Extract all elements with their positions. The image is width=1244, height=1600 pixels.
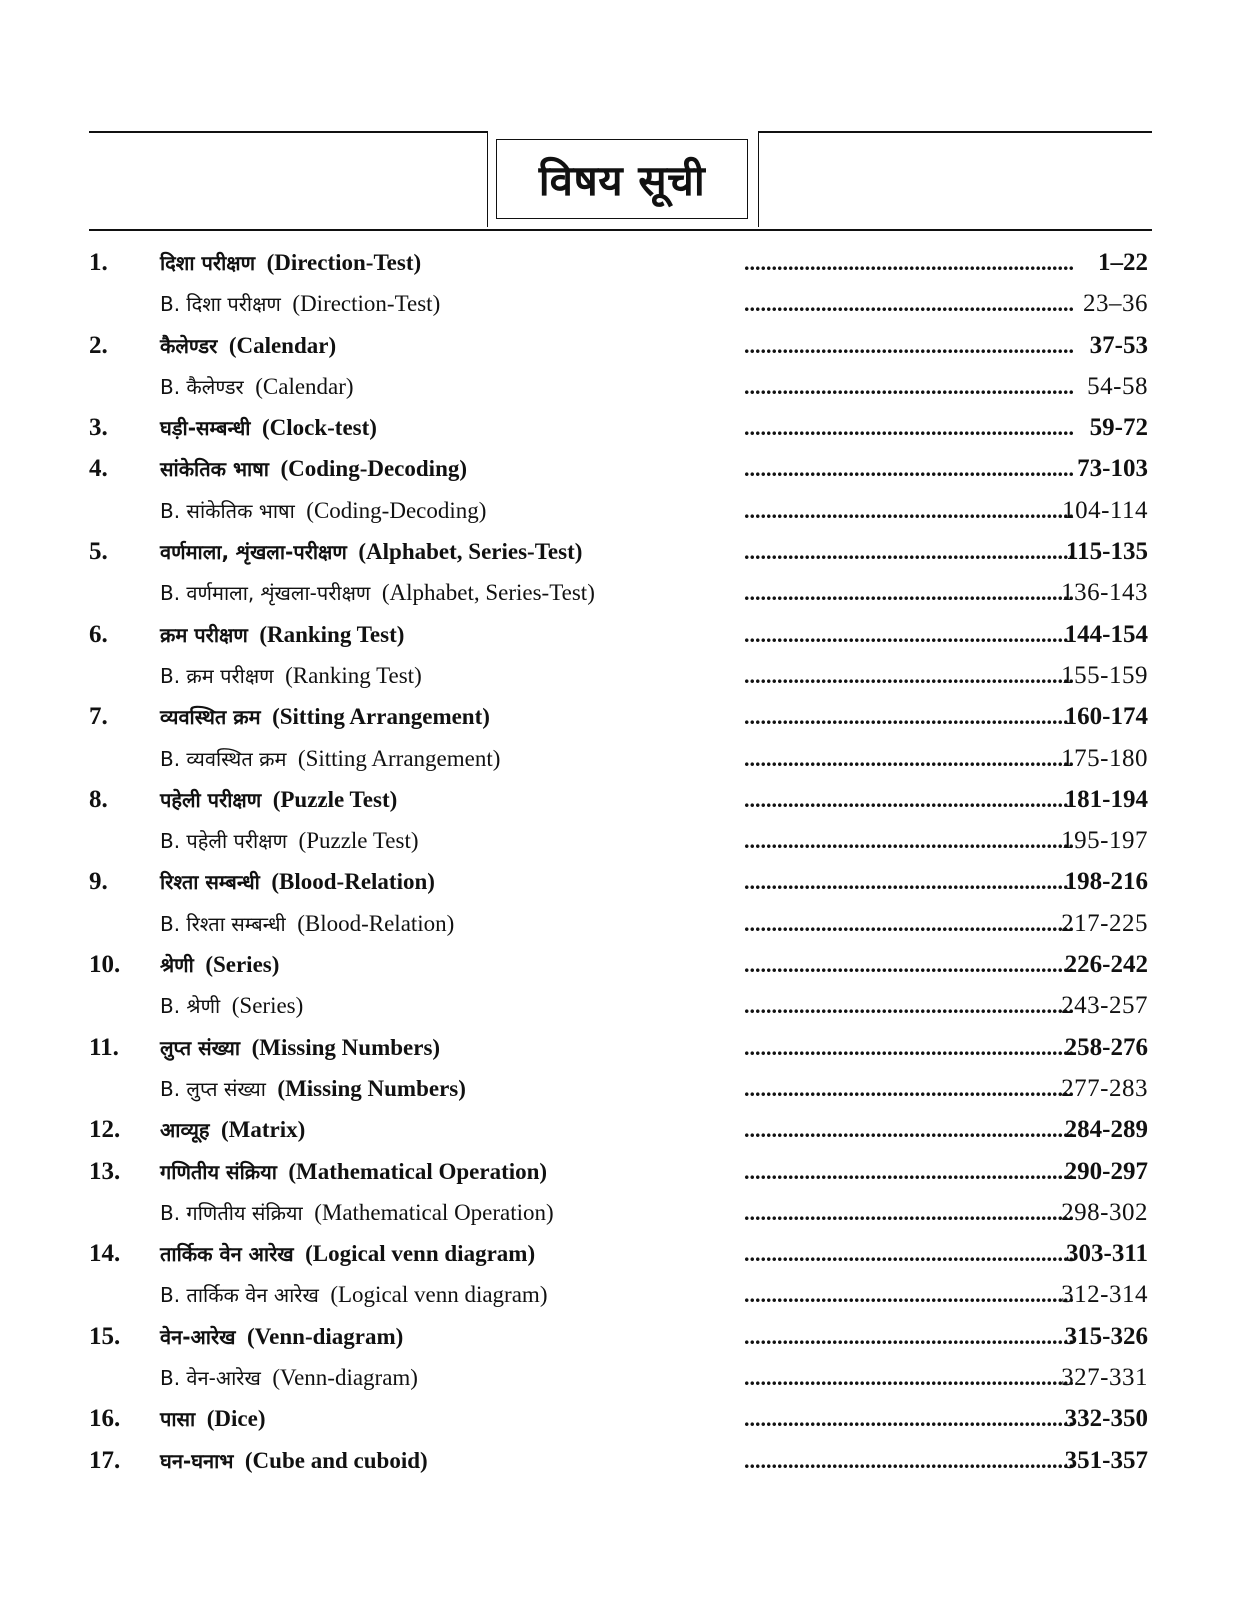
dot-leader: ............................................................ [744, 1117, 1074, 1143]
dot-leader: ............................................................ [744, 332, 1074, 358]
entry-title-english: (Logical venn diagram) [305, 1241, 536, 1267]
entry-title-english: (Venn-diagram) [272, 1365, 418, 1391]
entry-title-english: (Puzzle Test) [298, 828, 419, 854]
entry-title-hindi: क्रम परीक्षण [160, 622, 248, 647]
page-range: 198-216 [1064, 868, 1148, 896]
entry-title-hindi: घन-घनाभ [160, 1448, 234, 1473]
entry-title-english: (Puzzle Test) [272, 786, 398, 812]
entry-number: 4. [89, 455, 108, 483]
entry-title-english: (Mathematical Operation) [288, 1158, 548, 1184]
dot-leader: ............................................................ [744, 704, 1074, 730]
entry-title-hindi: तार्किक वेन आरेख [160, 1242, 294, 1267]
toc-entry[interactable] [0, 1233, 1244, 1274]
page-range: 195-197 [1061, 827, 1148, 855]
entry-number: 14. [89, 1240, 121, 1268]
entry-title [160, 531, 582, 573]
entry-title-english: (Alphabet, Series-Test) [358, 539, 583, 565]
dot-leader: ............................................................ [744, 869, 1074, 895]
entry-title-english: (Venn-diagram) [247, 1323, 404, 1349]
page-range: 332-350 [1064, 1405, 1148, 1433]
page-range: 298-302 [1061, 1198, 1148, 1226]
entry-title-english: (Mathematical Operation) [314, 1199, 554, 1225]
dot-leader: ............................................................ [744, 1199, 1074, 1225]
page-range: 73-103 [1077, 455, 1148, 483]
entry-title [160, 407, 377, 449]
toc-subentry[interactable] [0, 283, 1244, 324]
entry-title [160, 861, 435, 903]
entry-title-english: (Calendar) [228, 332, 337, 358]
toc-subentry[interactable] [0, 903, 1244, 944]
dot-leader: ............................................................ [744, 1034, 1074, 1060]
entry-title-hindi: श्रेणी [160, 953, 194, 978]
page-range: 303-311 [1066, 1240, 1148, 1268]
entry-title [160, 985, 303, 1027]
toc-entry[interactable] [0, 448, 1244, 489]
toc-entry[interactable] [0, 531, 1244, 572]
entry-title-english: (Logical venn diagram) [330, 1282, 548, 1308]
entry-title [160, 614, 404, 656]
entry-title-hindi: सांकेतिक भाषा [160, 457, 269, 482]
dot-leader: ............................................................ [744, 580, 1074, 606]
dot-leader: ............................................................ [744, 1241, 1074, 1267]
entry-title-english: (Blood-Relation) [271, 869, 435, 895]
entry-number: 1. [89, 249, 108, 276]
toc-subentry[interactable] [0, 366, 1244, 407]
entry-title [160, 325, 336, 367]
entry-number: 3. [89, 414, 108, 442]
dot-leader: ............................................................ [744, 373, 1074, 399]
page-range: 226-242 [1064, 951, 1148, 979]
entry-number: 2. [89, 331, 108, 359]
entry-title-hindi: वेन-आरेख [160, 1324, 236, 1349]
dot-leader: ............................................................ [744, 1323, 1074, 1349]
toc-subentry[interactable] [0, 985, 1244, 1026]
entry-title-hindi: B. लुप्त संख्या [160, 1076, 266, 1101]
entry-title-english: (Dice) [206, 1406, 266, 1432]
entry-title-hindi: B. रिश्ता सम्बन्धी [160, 911, 286, 936]
entry-title-english: (Ranking Test) [259, 621, 405, 647]
entry-title-hindi: B. व्यवस्थित क्रम [160, 746, 287, 771]
entry-title [160, 655, 422, 697]
entry-title-hindi: वर्णमाला, शृंखला-परीक्षण [160, 540, 347, 565]
toc-entry[interactable] [0, 614, 1244, 655]
entry-number: 17. [89, 1446, 121, 1474]
toc-entry[interactable] [0, 1151, 1244, 1192]
entry-title [160, 1440, 428, 1482]
toc-entry[interactable] [0, 779, 1244, 820]
entry-title-hindi: पासा [160, 1407, 196, 1432]
toc-entry[interactable] [0, 407, 1244, 448]
entry-title-english: (Cube and cuboid) [244, 1447, 428, 1473]
entry-title-hindi: B. श्रेणी [160, 994, 221, 1019]
page-range: 59-72 [1089, 414, 1148, 442]
entry-title [160, 1151, 547, 1193]
table-of-contents [0, 242, 1244, 1481]
toc-header [89, 131, 1152, 231]
entry-title [160, 1192, 554, 1234]
dot-leader: ............................................................ [744, 1447, 1074, 1473]
toc-entry[interactable] [0, 242, 1244, 283]
page-range: 104-114 [1062, 496, 1148, 524]
entry-title [160, 903, 454, 945]
page-range: 175-180 [1061, 744, 1148, 772]
page-range: 181-194 [1064, 785, 1148, 813]
toc-entry[interactable] [0, 1109, 1244, 1150]
entry-title-english: (Coding-Decoding) [306, 497, 487, 523]
entry-title [160, 1109, 305, 1151]
dot-leader: ............................................................ [744, 1406, 1074, 1432]
entry-title-english: (Calendar) [255, 373, 354, 399]
toc-entry[interactable] [0, 944, 1244, 985]
toc-subentry[interactable] [0, 655, 1244, 696]
entry-title-english: (Ranking Test) [285, 662, 422, 688]
entry-title [160, 1357, 418, 1399]
dot-leader: ............................................................ [744, 456, 1074, 482]
entry-title [160, 944, 279, 986]
page-range: 277-283 [1061, 1074, 1148, 1102]
toc-subentry[interactable] [0, 490, 1244, 531]
dot-leader: ............................................................ [744, 952, 1074, 978]
entry-title-english: (Coding-Decoding) [280, 456, 468, 482]
entry-title [160, 1316, 403, 1358]
entry-title [160, 1233, 535, 1275]
entry-title-english: (Blood-Relation) [297, 910, 455, 936]
entry-number: 10. [89, 951, 121, 979]
entry-title [160, 1068, 466, 1110]
entry-title-english: (Sitting Arrangement) [272, 704, 490, 730]
entry-title-english: (Alphabet, Series-Test) [381, 580, 595, 606]
title-frame [487, 131, 759, 227]
page-range: 144-154 [1064, 620, 1148, 648]
dot-leader: ............................................................ [744, 993, 1074, 1019]
entry-title-hindi: B. गणितीय संक्रिया [160, 1200, 303, 1225]
entry-title-hindi: B. दिशा परीक्षण [160, 292, 281, 317]
entry-title [160, 696, 490, 738]
toc-subentry[interactable] [0, 1357, 1244, 1398]
entry-number: 9. [89, 868, 108, 896]
entry-title-hindi: दिशा परीक्षण [160, 251, 256, 275]
entry-title-hindi: पहेली परीक्षण [160, 787, 262, 812]
entry-title [160, 490, 486, 532]
toc-subentry[interactable] [0, 572, 1244, 613]
entry-title [160, 366, 354, 408]
toc-subentry[interactable] [0, 738, 1244, 779]
toc-subentry[interactable] [0, 1068, 1244, 1109]
dot-leader: ............................................................ [744, 828, 1074, 854]
toc-entry[interactable] [0, 1027, 1244, 1068]
dot-leader: ............................................................ [744, 662, 1074, 688]
entry-title-english: (Series) [231, 993, 304, 1019]
entry-title-english: (Sitting Arrangement) [297, 745, 501, 771]
dot-leader: ............................................................ [744, 497, 1074, 523]
entry-number: 15. [89, 1322, 121, 1350]
entry-title-english: (Matrix) [221, 1117, 306, 1143]
page-range: 315-326 [1064, 1322, 1148, 1350]
entry-title-english: (Direction-Test) [266, 250, 422, 275]
entry-number: 7. [89, 703, 108, 731]
page-range: 136-143 [1061, 579, 1148, 607]
entry-title [160, 779, 397, 821]
entry-title-hindi: लुप्त संख्या [160, 1035, 241, 1060]
entry-number: 12. [89, 1116, 121, 1144]
dot-leader: ............................................................ [744, 250, 1074, 275]
entry-title-hindi: कैलेण्डर [160, 333, 218, 358]
entry-title-english: (Clock-test) [261, 415, 377, 441]
entry-number: 16. [89, 1405, 121, 1433]
page-range: 243-257 [1061, 992, 1148, 1020]
dot-leader: ............................................................ [744, 1075, 1074, 1101]
toc-subentry[interactable] [0, 820, 1244, 861]
page-range: 155-159 [1061, 661, 1148, 689]
entry-title-english: (Series) [205, 952, 280, 978]
page-range: 217-225 [1061, 909, 1148, 937]
toc-subentry[interactable] [0, 1274, 1244, 1315]
entry-number: 11. [89, 1033, 119, 1061]
entry-title [160, 448, 467, 490]
page-title: विषय सूची [496, 139, 748, 219]
dot-leader: ............................................................ [744, 1158, 1074, 1184]
entry-title-hindi: B. वर्णमाला, शृंखला-परीक्षण [160, 581, 371, 606]
toc-entry[interactable] [0, 325, 1244, 366]
entry-number: 5. [89, 538, 108, 566]
entry-title [160, 1027, 440, 1069]
page-range: 115-135 [1066, 538, 1148, 566]
page-range: 290-297 [1064, 1157, 1148, 1185]
toc-entry[interactable] [0, 696, 1244, 737]
entry-title-hindi: आव्यूह [160, 1118, 210, 1143]
entry-title-hindi: B. कैलेण्डर [160, 374, 244, 399]
entry-title [160, 820, 419, 862]
entry-number: 6. [89, 620, 108, 648]
page-range: 284-289 [1064, 1116, 1148, 1144]
entry-title-hindi: B. पहेली परीक्षण [160, 829, 288, 854]
entry-number: 13. [89, 1157, 121, 1185]
toc-entry[interactable] [0, 1440, 1244, 1481]
dot-leader: ............................................................ [744, 786, 1074, 812]
toc-entry[interactable] [0, 861, 1244, 902]
page-range: 258-276 [1064, 1033, 1148, 1061]
dot-leader: ............................................................ [744, 1282, 1074, 1308]
entry-title-hindi: रिश्ता सम्बन्धी [160, 870, 260, 895]
entry-title [160, 1274, 547, 1316]
entry-title-hindi: B. सांकेतिक भाषा [160, 498, 295, 523]
toc-entry[interactable] [0, 1398, 1244, 1439]
entry-title [160, 242, 421, 284]
dot-leader: ............................................................ [744, 291, 1074, 317]
entry-number: 8. [89, 785, 108, 813]
page-range: 1–22 [1098, 249, 1148, 276]
entry-title-english: (Missing Numbers) [277, 1075, 466, 1101]
entry-title-hindi: B. वेन-आरेख [160, 1366, 261, 1391]
page-range: 327-331 [1061, 1364, 1148, 1392]
page-range: 312-314 [1061, 1281, 1148, 1309]
entry-title-english: (Missing Numbers) [251, 1034, 441, 1060]
entry-title [160, 1398, 266, 1440]
dot-leader: ............................................................ [744, 415, 1074, 441]
entry-title-hindi: B. क्रम परीक्षण [160, 663, 274, 688]
entry-title [160, 283, 440, 325]
toc-subentry[interactable] [0, 1192, 1244, 1233]
dot-leader: ............................................................ [744, 539, 1074, 565]
page-range: 351-357 [1064, 1446, 1148, 1474]
page-range: 54-58 [1087, 372, 1148, 400]
entry-title-hindi: घड़ी-सम्बन्धी [160, 416, 251, 441]
entry-title-english: (Direction-Test) [292, 291, 441, 317]
entry-title [160, 738, 500, 780]
page-range: 37-53 [1089, 331, 1148, 359]
header-bottom-rule [89, 229, 1152, 231]
dot-leader: ............................................................ [744, 621, 1074, 647]
dot-leader: ............................................................ [744, 745, 1074, 771]
dot-leader: ............................................................ [744, 910, 1074, 936]
entry-title [160, 572, 595, 614]
page-range: 23–36 [1083, 290, 1148, 318]
entry-title-hindi: गणितीय संक्रिया [160, 1159, 277, 1184]
toc-entry[interactable] [0, 1316, 1244, 1357]
page-range: 160-174 [1064, 703, 1148, 731]
dot-leader: ............................................................ [744, 1365, 1074, 1391]
entry-title-hindi: व्यवस्थित क्रम [160, 705, 261, 730]
entry-title-hindi: B. तार्किक वेन आरेख [160, 1283, 319, 1308]
